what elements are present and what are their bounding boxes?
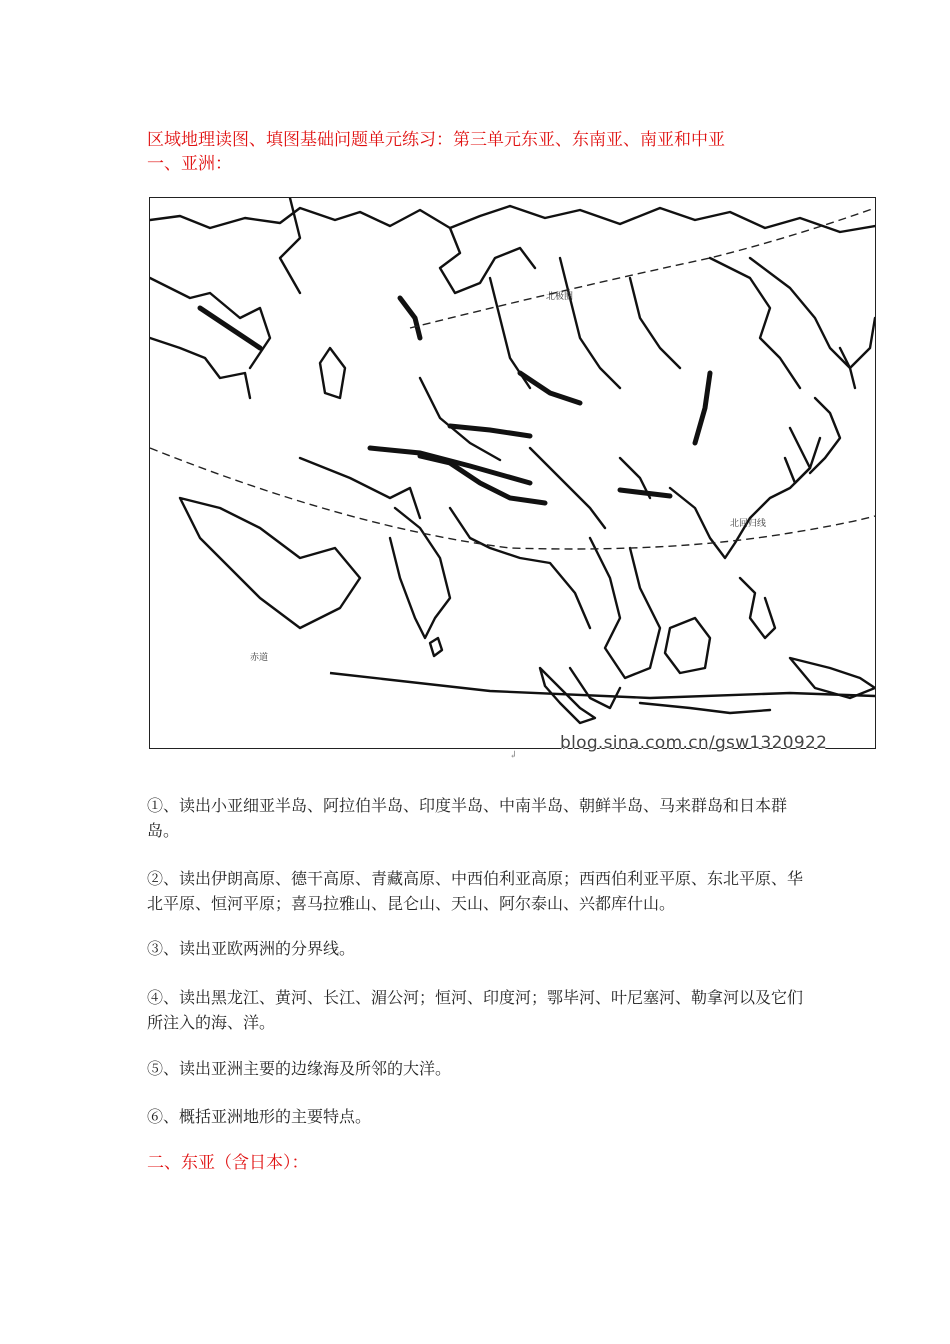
china-coastline	[670, 438, 820, 558]
question-1: ①、读出小亚细亚半岛、阿拉伯半岛、印度半岛、中南半岛、朝鲜半岛、马来群岛和日本群岛。	[147, 796, 788, 840]
question-4: ④、读出黑龙江、黄河、长江、湄公河；恒河、印度河；鄂毕河、叶尼塞河、勒拿河以及它们所注入的海、洋。	[147, 988, 804, 1032]
question-5: ⑤、读出亚洲主要的边缘海及所邻的大洋。	[147, 1059, 452, 1078]
arctic-circle-line	[410, 208, 875, 328]
equator-line	[330, 673, 875, 698]
indochina-peninsula	[590, 538, 660, 678]
section-heading-east-asia: 二、东亚（含日本）：	[147, 1153, 309, 1173]
equator-label: 赤道	[250, 653, 269, 663]
sri-lanka	[430, 638, 442, 656]
paragraph-mark: ↲	[509, 750, 518, 761]
philippines-islands	[740, 578, 775, 638]
arabian-peninsula	[180, 498, 360, 628]
asia-map-drawing	[150, 198, 875, 748]
asia-outline-map	[149, 197, 876, 749]
borneo-island	[665, 618, 710, 673]
japan-islands	[810, 398, 840, 473]
question-3: ③、读出亚欧两洲的分界线。	[147, 939, 356, 958]
new-guinea-island	[790, 658, 875, 698]
tropic-of-cancer-label: 北回归线	[730, 519, 767, 529]
khingan-mountains	[695, 373, 710, 443]
ural-mountains	[200, 308, 260, 348]
arctic-circle-label: 北极圈	[546, 292, 574, 302]
section-heading-asia: 一、亚洲：	[147, 154, 232, 174]
korean-peninsula	[785, 428, 810, 483]
question-6: ⑥、概括亚洲地形的主要特点。	[147, 1107, 372, 1126]
tianshan-mountains	[450, 426, 530, 436]
page-title: 区域地理读图、填图基础问题单元练习：第三单元东亚、东南亚、南亚和中亚	[147, 130, 725, 150]
question-2: ②、读出伊朗高原、德干高原、青藏高原、中西伯利亚高原；西西伯利亚平原、东北平原、华北平原、恒河平原；喜马拉雅山、昆仑山、天山、阿尔泰山、兴都库什山。	[147, 869, 804, 913]
caspian-sea	[320, 348, 345, 398]
blog-watermark: blog.sina.com.cn/gsw1320922	[560, 733, 828, 753]
northern-coastline	[150, 206, 875, 232]
